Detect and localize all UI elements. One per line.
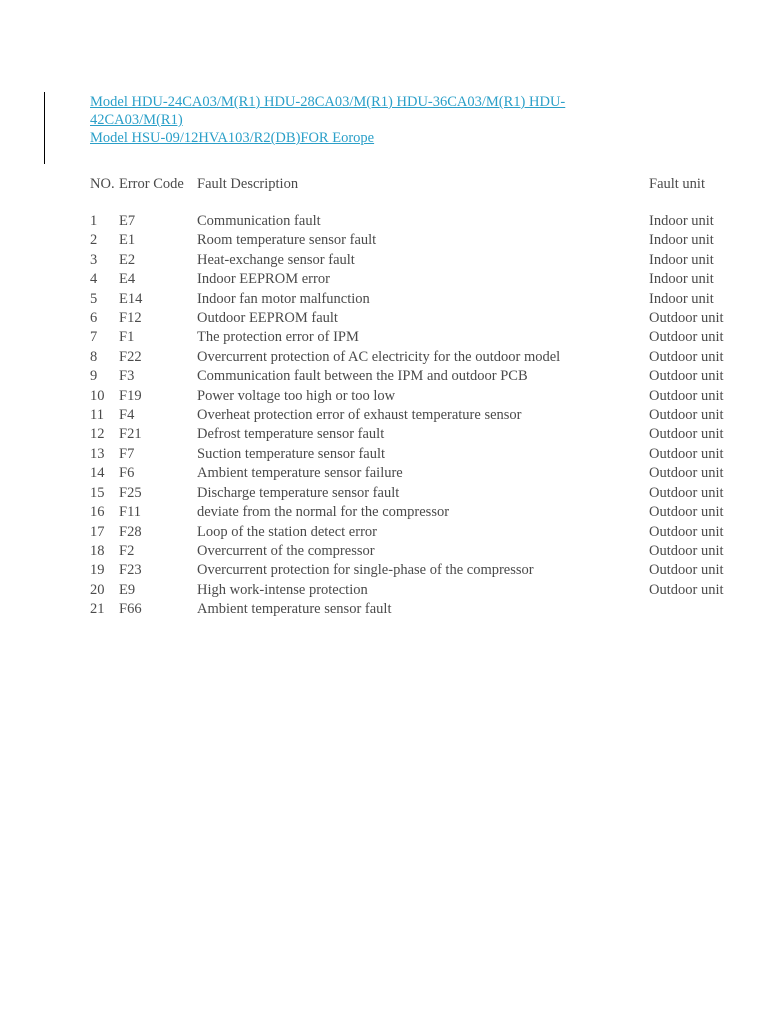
table-row — [90, 561, 749, 580]
table-row — [90, 251, 749, 270]
row-number: 12 — [90, 426, 105, 443]
header-fault-description: Fault Description — [197, 176, 299, 192]
fault-description: Indoor fan motor malfunction — [197, 290, 370, 307]
fault-description: Outdoor EEPROM fault — [197, 310, 338, 327]
table-row — [90, 503, 749, 522]
fault-description: Overheat protection error of exhaust temperature sensor — [197, 407, 522, 424]
fault-description: High work-intense protection — [197, 581, 368, 598]
fault-unit: Outdoor unit — [649, 407, 724, 424]
table-row — [90, 425, 749, 444]
fault-description: deviate from the normal for the compressor — [197, 504, 450, 521]
error-code: E7 — [119, 213, 136, 229]
error-code: E9 — [119, 581, 136, 598]
table-row — [90, 523, 749, 542]
fault-description: Overcurrent protection for single-phase of the compressor — [197, 562, 534, 579]
row-number: 8 — [90, 348, 98, 365]
row-number: 13 — [90, 445, 105, 462]
table-row — [90, 212, 749, 231]
error-code: F2 — [119, 542, 135, 559]
fault-unit: Indoor unit — [649, 251, 714, 268]
fault-description: Suction temperature sensor fault — [197, 445, 386, 462]
header-error-code: Error Code — [119, 176, 184, 192]
row-number: 4 — [90, 271, 98, 288]
row-number: 3 — [90, 251, 98, 268]
fault-unit: Outdoor unit — [649, 504, 724, 521]
error-code: F7 — [119, 445, 135, 462]
error-code: E1 — [119, 232, 136, 249]
fault-description: Defrost temperature sensor fault — [197, 426, 385, 443]
table-row — [90, 328, 749, 347]
table-row — [90, 231, 749, 250]
row-number: 5 — [90, 290, 98, 307]
row-number: 18 — [90, 542, 105, 559]
row-number: 11 — [90, 407, 104, 424]
row-number: 14 — [90, 465, 105, 482]
fault-description: Communication fault between the IPM and outdoor PCB — [197, 368, 528, 385]
row-number: 21 — [90, 601, 105, 618]
fault-unit: Outdoor unit — [649, 329, 724, 346]
error-code: F22 — [119, 348, 142, 365]
row-number: 9 — [90, 368, 98, 385]
row-number: 10 — [90, 387, 105, 404]
fault-description: Overcurrent protection of AC electricity for the outdoor model — [197, 348, 561, 365]
table-header-spacer — [90, 194, 749, 212]
document-header — [90, 93, 610, 147]
fault-description: Heat-exchange sensor fault — [197, 251, 355, 268]
row-number: 20 — [90, 581, 105, 598]
fault-unit: Outdoor unit — [649, 523, 724, 540]
fault-unit: Outdoor unit — [649, 465, 724, 482]
row-number: 2 — [90, 232, 98, 249]
error-code: F11 — [119, 504, 142, 521]
fault-unit: Outdoor unit — [649, 348, 724, 365]
table-row — [90, 484, 749, 503]
fault-unit: Outdoor unit — [649, 387, 724, 404]
row-number: 17 — [90, 523, 105, 540]
row-number: 19 — [90, 562, 105, 579]
error-code: E2 — [119, 251, 136, 268]
header-no: NO. — [90, 176, 115, 192]
error-code-table — [90, 174, 749, 620]
error-code: F28 — [119, 523, 142, 540]
error-code: F3 — [119, 368, 135, 385]
table-row — [90, 581, 749, 600]
row-number: 7 — [90, 329, 98, 346]
table-row — [90, 290, 749, 309]
error-code: E4 — [119, 271, 136, 288]
fault-unit: Outdoor unit — [649, 581, 724, 598]
fault-description: Ambient temperature sensor fault — [197, 601, 392, 618]
error-code: F4 — [119, 407, 135, 424]
fault-unit: Indoor unit — [649, 232, 714, 249]
error-code: F23 — [119, 562, 142, 579]
error-code: E14 — [119, 290, 143, 307]
fault-description: Room temperature sensor fault — [197, 232, 377, 249]
fault-description: Overcurrent of the compressor — [197, 542, 375, 559]
error-code: F19 — [119, 387, 142, 404]
row-number: 6 — [90, 310, 98, 327]
fault-unit: Outdoor unit — [649, 368, 724, 385]
table-row — [90, 406, 749, 425]
table-row — [90, 270, 749, 289]
error-code: F1 — [119, 329, 135, 346]
table-row — [90, 600, 749, 619]
error-code: F21 — [119, 426, 142, 443]
fault-unit: Outdoor unit — [649, 310, 724, 327]
row-number: 16 — [90, 504, 105, 521]
table-header-row — [90, 174, 749, 194]
error-code: F12 — [119, 310, 142, 327]
table-row — [90, 542, 749, 561]
fault-unit: Indoor unit — [649, 290, 714, 307]
fault-unit: Indoor unit — [649, 213, 714, 229]
error-code: F6 — [119, 465, 135, 482]
table-body — [90, 212, 749, 620]
fault-unit: Outdoor unit — [649, 426, 724, 443]
fault-description: Power voltage too high or too low — [197, 387, 396, 404]
row-number: 1 — [90, 213, 98, 229]
model-link-line-2[interactable]: 42CA03/M(R1) — [90, 112, 183, 128]
fault-unit: Outdoor unit — [649, 484, 724, 501]
fault-unit: Indoor unit — [649, 271, 714, 288]
header-fault-unit: Fault unit — [649, 176, 705, 192]
fault-description: Ambient temperature sensor failure — [197, 465, 403, 482]
change-bar — [44, 92, 45, 164]
table-row — [90, 309, 749, 328]
fault-unit — [649, 600, 749, 619]
error-code-table-wrap — [90, 174, 750, 620]
fault-description: Indoor EEPROM error — [197, 271, 330, 288]
fault-unit: Outdoor unit — [649, 542, 724, 559]
fault-unit: Outdoor unit — [649, 562, 724, 579]
fault-description: Discharge temperature sensor fault — [197, 484, 400, 501]
model-link-line-3[interactable]: Model HSU-09/12HVA103/R2(DB)FOR Eorope — [90, 130, 375, 146]
table-row — [90, 348, 749, 367]
model-link-line-1[interactable]: Model HDU-24CA03/M(R1) HDU-28CA03/M(R1) HDU-36CA03/M(R1) HDU- — [90, 94, 566, 110]
table-row — [90, 367, 749, 386]
fault-description: The protection error of IPM — [197, 329, 359, 346]
table-row — [90, 464, 749, 483]
error-code: F25 — [119, 484, 142, 501]
fault-unit: Outdoor unit — [649, 445, 724, 462]
table-row — [90, 445, 749, 464]
fault-description: Communication fault — [197, 213, 321, 229]
table-row — [90, 387, 749, 406]
row-number: 15 — [90, 484, 105, 501]
error-code: F66 — [119, 601, 142, 618]
fault-description: Loop of the station detect error — [197, 523, 377, 540]
